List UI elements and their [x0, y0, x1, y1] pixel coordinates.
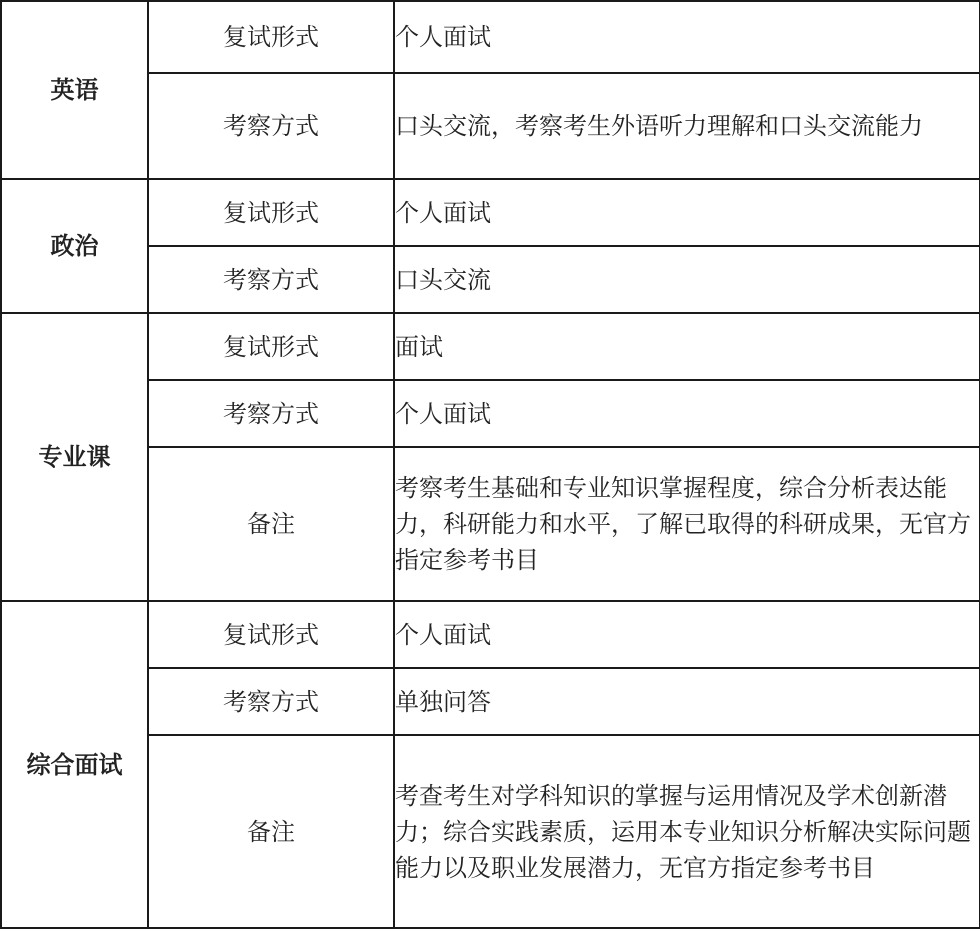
row-label: 备注 — [148, 447, 394, 601]
row-value: 口头交流，考察考生外语听力理解和口头交流能力 — [394, 73, 980, 179]
row-label: 备注 — [148, 735, 394, 928]
row-value: 单独问答 — [394, 668, 980, 735]
row-label: 复试形式 — [148, 179, 394, 246]
table-row — [1, 735, 980, 928]
row-label: 复试形式 — [148, 313, 394, 380]
table-row — [1, 73, 980, 179]
row-value: 个人面试 — [394, 601, 980, 668]
row-value: 面试 — [394, 313, 980, 380]
table-row — [1, 447, 980, 601]
row-value: 考察考生基础和专业知识掌握程度，综合分析表达能力，科研能力和水平，了解已取得的科研成果，无官方指定参考书目 — [394, 447, 980, 601]
table-row — [1, 380, 980, 447]
row-value: 个人面试 — [394, 1, 980, 73]
row-value: 个人面试 — [394, 179, 980, 246]
row-label: 考察方式 — [148, 380, 394, 447]
row-label: 复试形式 — [148, 1, 394, 73]
row-label: 考察方式 — [148, 246, 394, 313]
table-row — [1, 1, 980, 73]
row-label: 考察方式 — [148, 73, 394, 179]
table-row — [1, 246, 980, 313]
row-value: 口头交流 — [394, 246, 980, 313]
table-row — [1, 179, 980, 246]
table-row — [1, 668, 980, 735]
subject-cell: 英语 — [1, 1, 148, 179]
subject-cell: 专业课 — [1, 313, 148, 601]
table-row — [1, 313, 980, 380]
subject-cell: 政治 — [1, 179, 148, 313]
row-label: 考察方式 — [148, 668, 394, 735]
row-value: 考查考生对学科知识的掌握与运用情况及学术创新潜力；综合实践素质，运用本专业知识分析解决实际问题能力以及职业发展潜力，无官方指定参考书目 — [394, 735, 980, 928]
table-row — [1, 601, 980, 668]
row-label: 复试形式 — [148, 601, 394, 668]
subject-cell: 综合面试 — [1, 601, 148, 928]
row-value: 个人面试 — [394, 380, 980, 447]
